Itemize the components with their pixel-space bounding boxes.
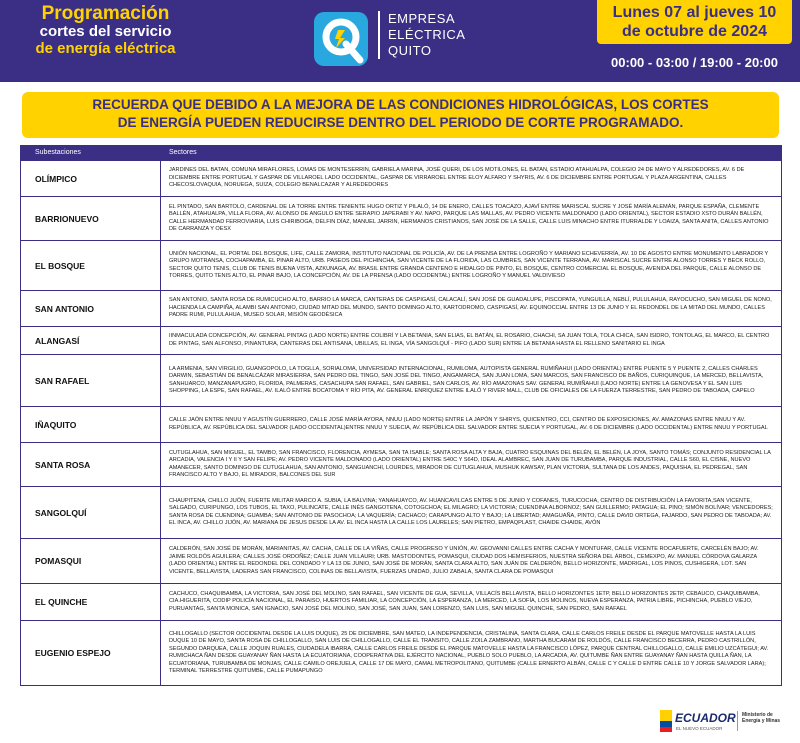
substation-name: EL QUINCHE — [21, 584, 161, 620]
date-line-2: de octubre de 2024 — [622, 23, 767, 40]
title-line-3: de energía eléctrica — [35, 40, 176, 57]
ecuador-flag-icon — [660, 710, 672, 732]
table-row — [21, 486, 781, 538]
sectors-text: CALLE JAÓN ENTRE NNUU Y AGUSTÍN GUERRERO, CALLE JOSÉ MARÍA AYORA, NNUU (LADO NORTE) ENTRE LA JAPÓN Y SHIRYS, QUICENTRO, CCI, CENTRO DE EXPOSICIONES, AV. AMAZONAS ENTRE NNUU Y AV. REPÚBLICA, AV. REPÚBLICA DEL SALVADOR (LADO OCCIDENTAL)ENTRE NNUU Y SUECIA, AV. REPÚBLICA DEL SALVADOR ENTRE SUECIA Y PORTUGAL, AV. 6 DE DICIEMBRE (LADO OCCIDENTAL) ENTRE NNUU Y PORTUGAL — [169, 417, 768, 431]
ecuador-logo-text: ECUADOR — [675, 711, 736, 725]
sectors-text: JARDINES DEL BATAN, COMUNA MIRAFLORES, LOMAS DE MONTESERRIN, GABRIELA MARINA, JOSÉ QUERI, DE LOS MOTILONES, EL BATAN, ESTADIO ATAHUALPA, COLEGIO 24 DE MAYO Y ALREDEDORES, AV. 6 DE DICIEMBRE ENTRE PORTUGAL Y GASPAR DE VILLAROEL LADO OCCIDENTAL, GASPAR DE VIRRAROEL ENTRE ELOY ALFARO Y SHYRIS, AV. 6 DE DICIEMBRE ENTRE PORTUGAL Y PLAZA ARGENTINA, CALLES CHECOSLOVAQUIA, NORUEGA, SUIZA, COLEGIO BENALCAZAR Y ALREDEDORES — [169, 167, 745, 189]
substation-name: POMASQUI — [21, 539, 161, 583]
divider — [737, 711, 738, 731]
table-row — [21, 196, 781, 240]
page-title — [18, 4, 193, 57]
table-row — [21, 538, 781, 583]
substation-name: BARRIONUEVO — [21, 197, 161, 240]
brand-line-3: QUITO — [388, 43, 432, 58]
table-row — [21, 240, 781, 290]
sectors-text: CHILLOGALLO (SECTOR OCCIDENTAL DESDE LA LUIS DUQUE), 25 DE DICIEMBRE, SAN MATEO, LA INDEPENDENCIA, CRISTALINA, SANTA CLARA, CALLE CARLOS FREILE DESDE EL PARQUE MATOVELLE HASTA LA LUIS DUQUE 10 DE MAYO, SANTA ROSA DE CHILLOGALLO, SAN LUIS DE CHILLOGALLO, CALLE EL TRANSITO, CALLE ZOILA ZAMBRANO, MARTHA BUCARAM DE ROLDÓS, CALLE FRANCISCO BECERRA, PEDRO CASTRILLÓN, SEGUNDO DARQUEA, CALLE JOQUIN RUALES, CIUDADELA IBARRA, CALLE CARLOS FREILE DESDE EL PARQUE MATOVELLE HASTA LA FRANCISCO LÓPEZ, PARQUE CENTRAL CHILLOGALLO, CALLE EMILIO UZCÁTEGUI; AV. RUMICHACA ÑAN DESDE GUAYANAY ÑAN HASTA LA ECUATORIANA, COOPERATIVA DEL EJÉRCITO NACIONAL, PUEBLO SOLO PUEBLO, LA ARCADIA, AV. QUITUMBE ÑAN ENTRE GUAYANAY ÑAN HASTA QUILLA ÑAN, LA ECUATORIANA, TURUBAMBA DE MONJAS, CALLE CAMILO OREJUELA, CALLE 17 DE MAYO, CAMAL METROPOLITANO, QUITUMBE (CALLE ERNERTO ALBÁN, CALLE C Y CALLE D ENTRE CALLE 10 Y JORGE SALVADOR LARA); TERMINAL TERRESTRE QUITUMBE, CALLE PUMAPUNGO — [169, 630, 769, 674]
table-row — [21, 406, 781, 442]
title-line-1: Programación — [41, 3, 170, 24]
substation-name: SAN ANTONIO — [21, 291, 161, 326]
date-badge — [597, 0, 792, 44]
outage-table — [20, 145, 782, 686]
sectors-text: LA ARMENIA, SAN VIRGILIO, GUANGOPOLO, LA TOGLLA, SORIALOMA, UNIVERSIDAD INTERNACIONAL, RUMILOMA, AUTOPISTA GENERAL RUMIÑAHUI (LADO ORIENTAL) ENTRE PUENTE 5 Y PUENTE 2, CALLES CHARLES DARWIN, SEBASTIÁN DE BENALCÁZAR MIRASIERRA, SAN PEDRO DEL TINGO, SAN JOSÉ DEL TINGO, ANGAMARCA, SAN JUAN LOMA, SAN MARCOS, SAN FRANCISCO DE BAÑOS, CURIQUINQUE, LA MERCED, BELLAVISTA, SANHUARCO, MANZANAPUGRO, FLORIDA, PALMERAS, CASACHUPA SAN RAFAEL, SAN GABRIEL, SAN CARLOS, AV. RÍO AMAZONAS SAV. GENERAL RUMIÑAHUI (LADO NORTE) ENTRE LA GENOVESA Y EL SAN LUIS SHOPPING, LA ESPE, SAN RAFAEL, AV. ILALÓ ENTRE BOCATOMA Y RÍO PITA, AV. GENERAL ENRIQUEZ ENTRE ILALÓ Y RIVER MALL, CLUB DE OFICIALES DE LA FUERZA TERRESTRE, SAN PEDRO DE TABOADA, CAPELO — [169, 365, 764, 394]
sectors-text: CUTUGLAHUA, SAN MIGUEL, EL TAMBO, SAN FRANCISCO, FLORENCIA, AYMESA, SAN TA ISABLE; SANTA ROSA ALTA Y BAJA, CUATRO ESQUINAS DEL BELÉN, EL BELÉN, LA JOYA, SANTO TOMÁS; CONJUNTO RESIDENCIAL LA ARCADIA, VALENCIA I Y II Y SAN FELIPE; AV. PEDRO VICENTE MALDONADO (LADO ORIENTAL) ENTRE S40C Y S64D, IDEAL ALAMBREC, SAN JUAN DE TURUBAMBA, PARQUE INDUSTRIAL, CALLE S60, EL CISNE, NUEVO AMANECER, SANTO DOMINGO DE CUTUGLAHUA, SAN ANTONIO, SANGUANCHI, LOURDES, MIRADOR DE CUTUGLAHUA, MUSHUK KAWSAY, PLAN VICTORIA, SULTANA DE LOS ANDES, PAQUISHA, EL PEDREGAL, SAN FRANCISCO ALTO Y BAJO, EL MIRADOR, BALCONES DEL SUR — [169, 449, 771, 478]
table-row — [21, 326, 781, 354]
banner-text — [22, 96, 779, 132]
substation-name: OLÍMPICO — [21, 161, 161, 196]
ecuador-slogan: EL NUEVO ECUADOR — [676, 726, 723, 731]
table-row — [21, 583, 781, 620]
table-row — [21, 290, 781, 326]
table-row — [21, 354, 781, 406]
substation-name: SANGOLQUÍ — [21, 487, 161, 538]
sectors-text: CHAUPITENA, CHILLO JUÓN, FUERTE MILITAR MARCO A. SUBIA, LA BALVINA; YANAHUAYCO, AV. HUANCAVILCAS ENTRE 5 DE JUNIO Y COFANES, TURUCOCHA, CENTRO DE DISTRIBUCIÓN LA FAVORITA,SAN VICENTE, SALGADO, CURIPUNGO, LOS TUBOS, EL TAXO, PULINCATE, CALLE INÉS GANGOTENA, COTOGCHOA; EL MILAGRO; LA VICTORIA; CUENDINA ALBORNOZ; SAN GUILLERMO; PATAGUA; EL PINO; SIMÓN BOLÍVAR; VENCEDORES; SANTA ROSA DE CUENDINA; GUAMBA; SAN ANTONIO DE PASOCHOA; LA VAQUERÍA; CACHACO; CARAPUNGO ALTO Y BAJO; LA LIBERTAD; AMAGUAÑA, PINTO, CALLE DAVID ORTEGA, FAJARDO, SAN PEDRO DE TABOADA; AV. EL INCA, AV. CHILLO JIJÓN, AV. MARIANA DE JESUS DESDE LA AV. EL INCA HASTA LA CALLE LOS LAURELES; SAN PIETRO, EMPAQPLAST, CHAIDE CHAIDE, AVÓN — [169, 497, 773, 526]
table-row — [21, 442, 781, 486]
sectors-text: UNIÓN NACIONAL, EL PORTAL DEL BOSQUE, LIFE, CALLE ZAMORA, INSTITUTO NACIONAL DE POLICÍA, AV. DE LA PRENSA ENTRE LOGROÑO Y MARIANO ECHEVERRÍA, AV. 10 DE AGOSTO ENTRE MONUMENTO LABRADOR Y GRUPO MOTRANSA, COCHAPAMBA, EL PINAR ALTO, URB. PASEOS DEL PICHINCHA, SAN VICENTE DE LA FLORIDA, LAS CUMBRES, SAN VICENTE TERRANA, AV. MARISCAL SUCRE ENTRE ALONSO TORRES Y BECK ROLLO, SECTOR QUITO TENIS, CLUB DE TENIS BUENA VISTA, AZKUNAGA, AV. BRASIL ENTRE GRANDA CENTENO E HIDALGO DE PINTO, EL BOSQUE, CENTRO COMERCIAL EL BOSQUE, AVENIDA DEL PARQUE, CALLE ALONSO DE TORRES, QUITO TENIS ALTO, EL PINAR BAJO, LA CONCEPCIÓN, AV. DE LA PRENSA (LADO OCCIDENTAL) ENTRE LOGROÑO Y MANUEL VALDIVIESO — [169, 250, 769, 279]
substation-name: EL BOSQUE — [21, 241, 161, 290]
sectors-text: CALDERÓN, SAN JOSÉ DE MORÁN, MARIANITAS, AV. CACHA, CALLE DE LA VIÑAS, CALLE PROGRESO Y UNIÓN, AV. GEOVANNI CALLES ENTRE CACHA Y MONTUFAR, CALLE VICENTE ROCAFUERTE, CARCELÉN BAJO; AV. JAIME ROLDÓS AGUILERA; CALLES JOSÉ ORDOÑEZ; CALLE JUAN VILLAURI; URB. MASTODONTES, POMASQUI, CIUDAD DOS HEMISFERIOS, NUESTRA SEÑORA DEL ÁRBOL, CEMEXPO, AV. MANUEL CÓRDOVA GALARZA (LADO ORIENTAL) ENTRE EL REDONDEL DEL CONDADO Y LA 13 DE JUNIO, SAN JOSÉ DE MORÁN, SANTA CLARA ALTO, SAN JUÁN DE CALDERÓN, BELLO HORIZONTE, MADRIGAL, LOS PINOS, CUSHIGERA, LOT. SAN VICENTE, BELLAVISTA, LADERAS SAN FRANCISCO, COLINAS DE BELLAVISTA, FUERZAS UNIDAD, JULIO ZABALA, SANTA CLARA DE POMASQUI — [169, 546, 759, 575]
header — [0, 0, 800, 82]
sectors-text: SAN ANTONIO, SANTA ROSA DE RUMICUCHO ALTO, BARRIO LA MARCA, CANTERAS DE CASPIGASÍ, CALACALÍ, SAN JOSÉ DE GUADALUPE, PISCOPATA, YUNGUILLA, NEBLÍ, PULULAHUA, RAYOCUCHO, SAN MIGUEL DE NONO, HACIENDA LA CAMPIÑA, ALAMBI SAN ANTONIO, CIUDAD MITAD DEL MUNDO, SANTO DOMINGO ALTO, KARTODROMO, CASPIGASÍ, AV. EQUINOCCIAL ENTRE 13 DE JUNIO Y EL REDONDEL DE LA MITAD DEL MUNDO, CALLES PADRE RUMI, PULULAHUA, MUSEO SOLAR, MISIÓN GEODÉSICA — [169, 297, 772, 319]
table-header — [21, 146, 781, 160]
substation-name: IÑAQUITO — [21, 407, 161, 442]
eeq-logo-icon — [312, 10, 370, 68]
banner-line-1: RECUERDA QUE DEBIDO A LA MEJORA DE LAS CONDICIONES HIDROLÓGICAS, LOS CORTES — [92, 97, 709, 112]
table-row — [21, 160, 781, 196]
ministry-name: Ministerio de Energía y Minas — [742, 712, 781, 724]
sectors-text: IINMACULADA CONCEPCIÓN, AV. GENERAL PINTAG (LADO NORTE) ENTRE COLIBRÍ Y LA BETANIA, SAN ELIAS, EL BATÁN, EL ROSARIO, CHACHI, SA JUAN TOLA, TOLA CHICA, SAN ISIDRO, TONTOLAG, EL MARCO, EL CENTRO DE PINTAG, SAN ALFONSO, PINANTURA, CANTERAS DEL ANTISANA, UBILLAS, EL INGA, VÍA SANGOLQUÍ - PIFO (LADO SUR) ENTRE LA BETANIA HASTA EL RELLENO SANITARIO EL INGA — [169, 333, 770, 347]
brand-line-1: EMPRESA — [388, 11, 456, 26]
brand-line-2: ELÉCTRICA — [388, 27, 466, 42]
banner-line-2: DE ENERGÍA PUEDEN REDUCIRSE DENTRO DEL PERIODO DE CORTE PROGRAMADO. — [117, 115, 684, 130]
time-range: 00:00 - 03:00 / 19:00 - 20:00 — [611, 55, 778, 70]
column-header-substation: Subestaciones — [35, 149, 81, 156]
substation-name: EUGENIO ESPEJO — [21, 621, 161, 685]
column-header-sectors: Sectores — [169, 149, 197, 156]
substation-name: SANTA ROSA — [21, 443, 161, 486]
table-row — [21, 620, 781, 685]
sectors-text: EL PINTADO, SAN BARTOLO, CARDENAL DE LA TORRE ENTRE TENIENTE HUGO ORTIZ Y PILALÓ, 14 DE ENERO, CALLES TOACAZO, AJAVÍ ENTRE MARISCAL SUCRE Y JOSÉ MARÍA ALEMÁN, PARQUE ESPAÑA, CLEMENTE BALLÉN, ATAHUALPA, VILLA FLORA, AV. ALONSO DE ANGULO ENTRE SERAPIO JAPERABI Y AV. NAPO, PARQUE LAS MALLAS, AV. PEDRO VICENTE MALDONADO (LADO ORIENTAL), SECTOR ESTADIO XSTO DURÁN BALLÉN, CALLE HERMANDAD FERROVIARIA, LUIS CHIRIBOGA, DELFIN DÍAZ, MANUEL JARRIN, HERMANOS CRISTIANOS, SAN JOSÉ DE LA SALLE, CALLE LUIS MINACHO ENTRE ITURRALDE Y LOAIZA, SANTA ANITA, CALLES ANTONIO DE CARRANZA Y OESX — [169, 203, 769, 232]
title-line-2: cortes del servicio — [39, 23, 172, 40]
substation-name: SAN RAFAEL — [21, 355, 161, 406]
sectors-text: CACHUCO, CHAQUIBAMBA, LA VICTORIA, SAN JOSÉ DEL MOLINO, SAN RAFAEL, SAN VICENTE DE GUA, SEVILLA, VILLACÍS BELLAVISTA, BELLO HORIZONTES 1ETP, BELLO HORIZONTES 2ETP, CEBAUCO, CHAQUIBAMBA, CIA.HIGUERITA, CODIP POLICÍA NACIONAL, EL PARAISO, HUERTOS FAMILIAR, LA CONCEPCIÓN, LA ESPERANZA, LA MERCED, LA SOFÍA, LOS MOLINOS, NUEVA ESPERANZA, PATRIA LIBRE, PICHINCHA, PUEBLO VIEJO, PURUANTAG, SANTA MONICA, SAN IGNACIO, SAN JOSÉ DEL MOLINO, SAN JOSÉ, SAN JUAN, SAN LORENZO, SAN LUIS, SAN MIGUEL QUINCHE, SAN PEDRO, SAN RAFAEL — [169, 590, 760, 612]
brand-name — [378, 11, 465, 59]
substation-name: ALANGASÍ — [21, 327, 161, 354]
footer-logos — [600, 705, 790, 739]
date-line-1: Lunes 07 al jueves 10 — [612, 4, 777, 21]
